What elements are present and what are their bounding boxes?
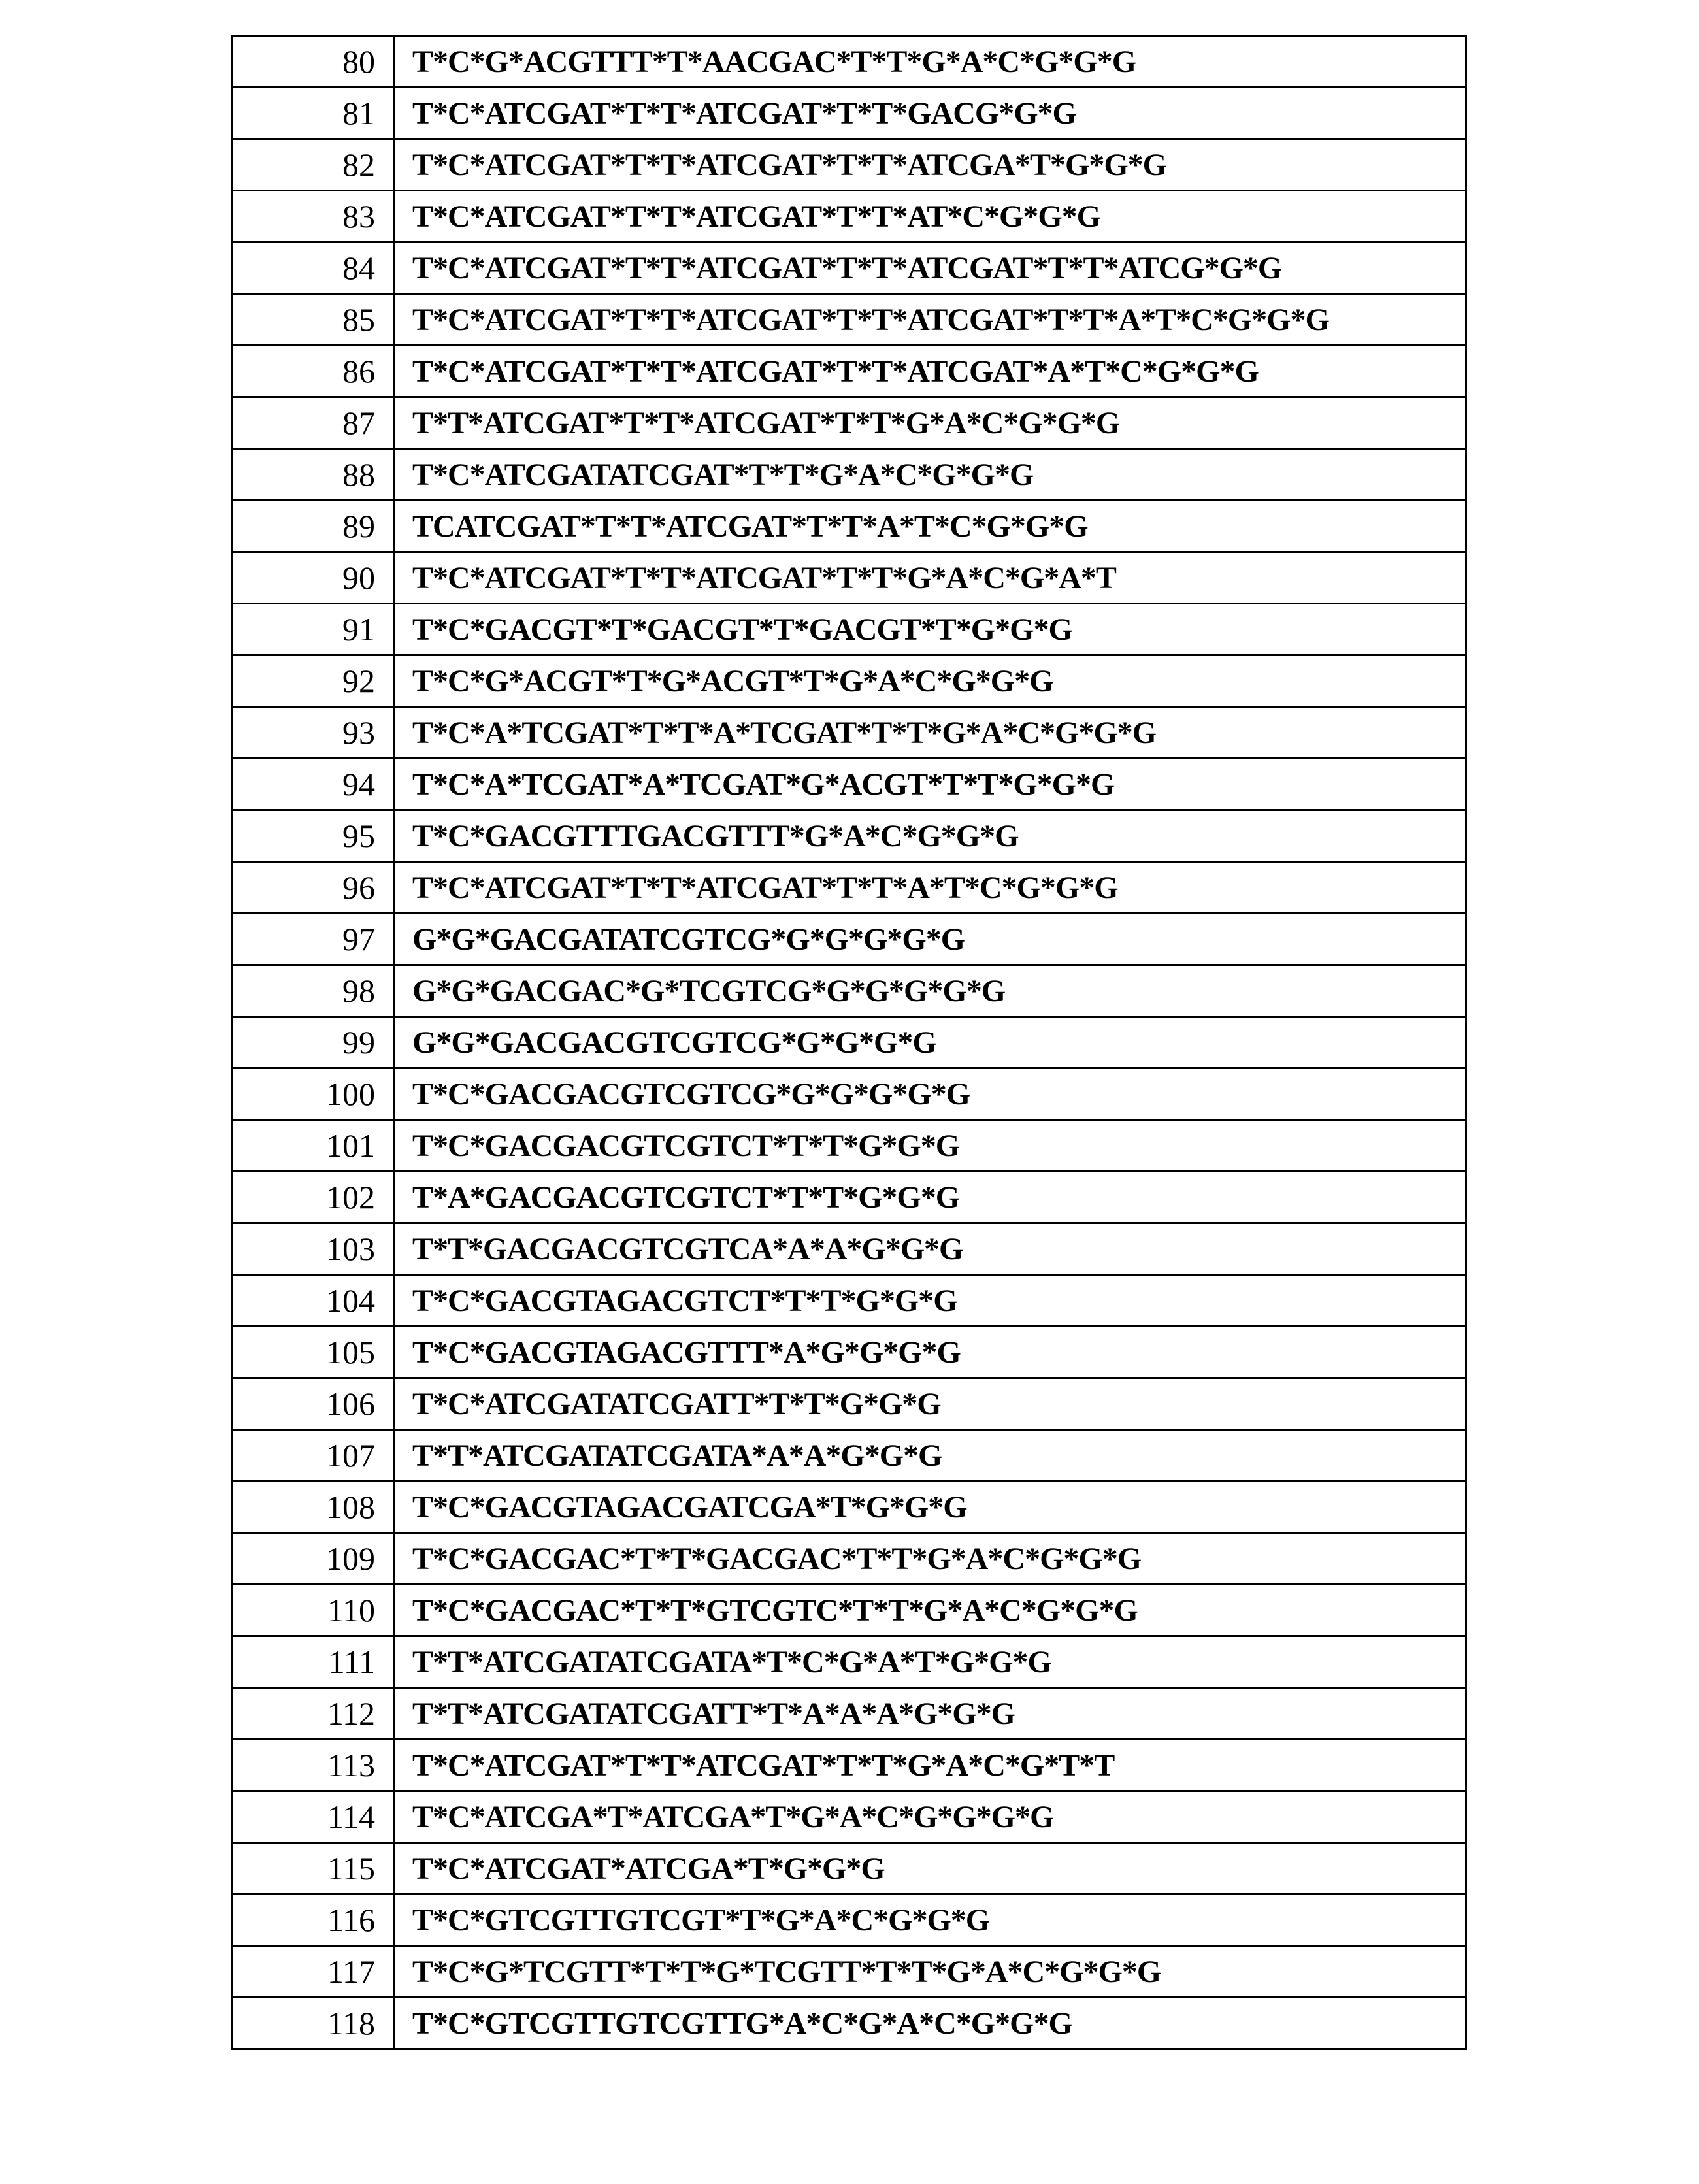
sequence-text: T*T*ATCGATATCGATT*T*A*A*A*G*G*G (395, 1688, 1466, 1740)
sequence-number: 80 (232, 36, 395, 88)
table-row (232, 1120, 1466, 1172)
sequence-text: T*C*ATCGAT*T*T*ATCGAT*T*T*A*T*C*G*G*G (395, 862, 1466, 914)
sequence-text: T*C*G*ACGTTT*T*AACGAC*T*T*G*A*C*G*G*G (395, 36, 1466, 88)
table-row (232, 397, 1466, 449)
sequence-number: 104 (232, 1275, 395, 1327)
sequence-text: T*C*GACGTTTGACGTTT*G*A*C*G*G*G (395, 810, 1466, 862)
sequence-text: T*T*ATCGATATCGATA*A*A*G*G*G (395, 1430, 1466, 1481)
table-row (232, 294, 1466, 346)
sequence-text: T*C*GTCGTTGTCGT*T*G*A*C*G*G*G (395, 1894, 1466, 1946)
sequence-text: G*G*GACGATATCGTCG*G*G*G*G*G (395, 914, 1466, 965)
sequence-text: T*C*ATCGAT*T*T*ATCGAT*T*T*GACG*G*G (395, 88, 1466, 139)
sequence-number: 81 (232, 88, 395, 139)
sequence-number: 118 (232, 1998, 395, 2049)
sequence-number: 111 (232, 1636, 395, 1688)
table-row (232, 759, 1466, 810)
sequence-text: T*C*A*TCGAT*A*TCGAT*G*ACGT*T*T*G*G*G (395, 759, 1466, 810)
sequence-text: T*C*GTCGTTGTCGTTG*A*C*G*A*C*G*G*G (395, 1998, 1466, 2049)
sequence-text: T*C*GACGTAGACGATCGA*T*G*G*G (395, 1481, 1466, 1533)
sequence-text: T*C*ATCGAT*T*T*ATCGAT*T*T*ATCGAT*A*T*C*G*G*G (395, 346, 1466, 397)
table-row (232, 1843, 1466, 1894)
sequence-number: 92 (232, 655, 395, 707)
table-row (232, 88, 1466, 139)
sequence-text: T*C*ATCGAT*T*T*ATCGAT*T*T*G*A*C*G*A*T (395, 552, 1466, 604)
table-row (232, 862, 1466, 914)
table-row (232, 552, 1466, 604)
sequence-number: 83 (232, 191, 395, 242)
sequence-text: T*C*ATCGAT*T*T*ATCGAT*T*T*G*A*C*G*T*T (395, 1740, 1466, 1791)
table-row (232, 1430, 1466, 1481)
table-row (232, 1636, 1466, 1688)
table-row (232, 1017, 1466, 1068)
sequence-text: T*C*ATCGA*T*ATCGA*T*G*A*C*G*G*G*G (395, 1791, 1466, 1843)
sequence-number: 101 (232, 1120, 395, 1172)
sequence-text: T*C*ATCGAT*ATCGA*T*G*G*G (395, 1843, 1466, 1894)
sequence-text: TCATCGAT*T*T*ATCGAT*T*T*A*T*C*G*G*G (395, 501, 1466, 552)
sequence-text: G*G*GACGAC*G*TCGTCG*G*G*G*G*G (395, 965, 1466, 1017)
sequence-text: T*C*ATCGATATCGAT*T*T*G*A*C*G*G*G (395, 449, 1466, 501)
sequence-number: 97 (232, 914, 395, 965)
sequence-number: 95 (232, 810, 395, 862)
sequence-text: T*C*ATCGAT*T*T*ATCGAT*T*T*ATCGAT*T*T*A*T*C*G*G*G (395, 294, 1466, 346)
sequence-text: T*C*G*TCGTT*T*T*G*TCGTT*T*T*G*A*C*G*G*G (395, 1946, 1466, 1998)
sequence-number: 85 (232, 294, 395, 346)
table-row (232, 1998, 1466, 2049)
sequence-number: 88 (232, 449, 395, 501)
table-row (232, 1946, 1466, 1998)
table-row (232, 965, 1466, 1017)
table-row (232, 1068, 1466, 1120)
sequence-number: 86 (232, 346, 395, 397)
table-row (232, 707, 1466, 759)
sequence-number: 109 (232, 1533, 395, 1585)
sequence-number: 115 (232, 1843, 395, 1894)
sequence-number: 90 (232, 552, 395, 604)
sequence-text: T*C*ATCGATATCGATT*T*T*G*G*G (395, 1378, 1466, 1430)
sequence-number: 98 (232, 965, 395, 1017)
sequence-number: 116 (232, 1894, 395, 1946)
sequence-text: T*C*GACGT*T*GACGT*T*GACGT*T*G*G*G (395, 604, 1466, 655)
sequence-number: 105 (232, 1327, 395, 1378)
table-row (232, 242, 1466, 294)
sequence-number: 113 (232, 1740, 395, 1791)
sequence-number: 99 (232, 1017, 395, 1068)
table-row (232, 1533, 1466, 1585)
sequence-number: 102 (232, 1172, 395, 1223)
table-row (232, 1378, 1466, 1430)
sequence-number: 82 (232, 139, 395, 191)
sequence-text: T*A*GACGACGTCGTCT*T*T*G*G*G (395, 1172, 1466, 1223)
table-row (232, 604, 1466, 655)
table-row (232, 655, 1466, 707)
sequence-number: 112 (232, 1688, 395, 1740)
sequence-text: T*T*ATCGAT*T*T*ATCGAT*T*T*G*A*C*G*G*G (395, 397, 1466, 449)
sequence-text: T*C*ATCGAT*T*T*ATCGAT*T*T*AT*C*G*G*G (395, 191, 1466, 242)
sequence-number: 94 (232, 759, 395, 810)
sequence-number: 108 (232, 1481, 395, 1533)
table-row (232, 1172, 1466, 1223)
table-row (232, 1791, 1466, 1843)
sequence-text: T*C*G*ACGT*T*G*ACGT*T*G*A*C*G*G*G (395, 655, 1466, 707)
sequence-number: 93 (232, 707, 395, 759)
table-row (232, 501, 1466, 552)
table-row (232, 810, 1466, 862)
sequence-text: T*C*A*TCGAT*T*T*A*TCGAT*T*T*G*A*C*G*G*G (395, 707, 1466, 759)
sequence-number: 96 (232, 862, 395, 914)
table-row (232, 449, 1466, 501)
sequence-number: 106 (232, 1378, 395, 1430)
sequence-text: G*G*GACGACGTCGTCG*G*G*G*G (395, 1017, 1466, 1068)
sequence-number: 103 (232, 1223, 395, 1275)
sequence-text: T*C*GACGTAGACGTTT*A*G*G*G*G (395, 1327, 1466, 1378)
sequence-number: 114 (232, 1791, 395, 1843)
table-row (232, 139, 1466, 191)
sequence-table (231, 35, 1467, 2050)
sequence-number: 117 (232, 1946, 395, 1998)
sequence-text: T*C*GACGAC*T*T*GACGAC*T*T*G*A*C*G*G*G (395, 1533, 1466, 1585)
sequence-number: 84 (232, 242, 395, 294)
sequence-text: T*T*GACGACGTCGTCA*A*A*G*G*G (395, 1223, 1466, 1275)
sequence-number: 110 (232, 1585, 395, 1636)
sequence-text: T*C*GACGACGTCGTCG*G*G*G*G*G (395, 1068, 1466, 1120)
sequence-number: 87 (232, 397, 395, 449)
table-row (232, 914, 1466, 965)
sequence-text: T*C*GACGAC*T*T*GTCGTC*T*T*G*A*C*G*G*G (395, 1585, 1466, 1636)
table-row (232, 191, 1466, 242)
sequence-text: T*C*ATCGAT*T*T*ATCGAT*T*T*ATCGA*T*G*G*G (395, 139, 1466, 191)
sequence-number: 100 (232, 1068, 395, 1120)
table-row (232, 1740, 1466, 1791)
sequence-number: 91 (232, 604, 395, 655)
sequence-text: T*C*GACGACGTCGTCT*T*T*G*G*G (395, 1120, 1466, 1172)
sequence-number: 89 (232, 501, 395, 552)
table-row (232, 1223, 1466, 1275)
table-row (232, 346, 1466, 397)
table-row (232, 36, 1466, 88)
sequence-text: T*T*ATCGATATCGATA*T*C*G*A*T*G*G*G (395, 1636, 1466, 1688)
table-row (232, 1327, 1466, 1378)
table-row (232, 1585, 1466, 1636)
sequence-number: 107 (232, 1430, 395, 1481)
table-row (232, 1894, 1466, 1946)
sequence-text: T*C*GACGTAGACGTCT*T*T*G*G*G (395, 1275, 1466, 1327)
table-row (232, 1688, 1466, 1740)
table-row (232, 1275, 1466, 1327)
table-row (232, 1481, 1466, 1533)
sequence-text: T*C*ATCGAT*T*T*ATCGAT*T*T*ATCGAT*T*T*ATCG*G*G (395, 242, 1466, 294)
